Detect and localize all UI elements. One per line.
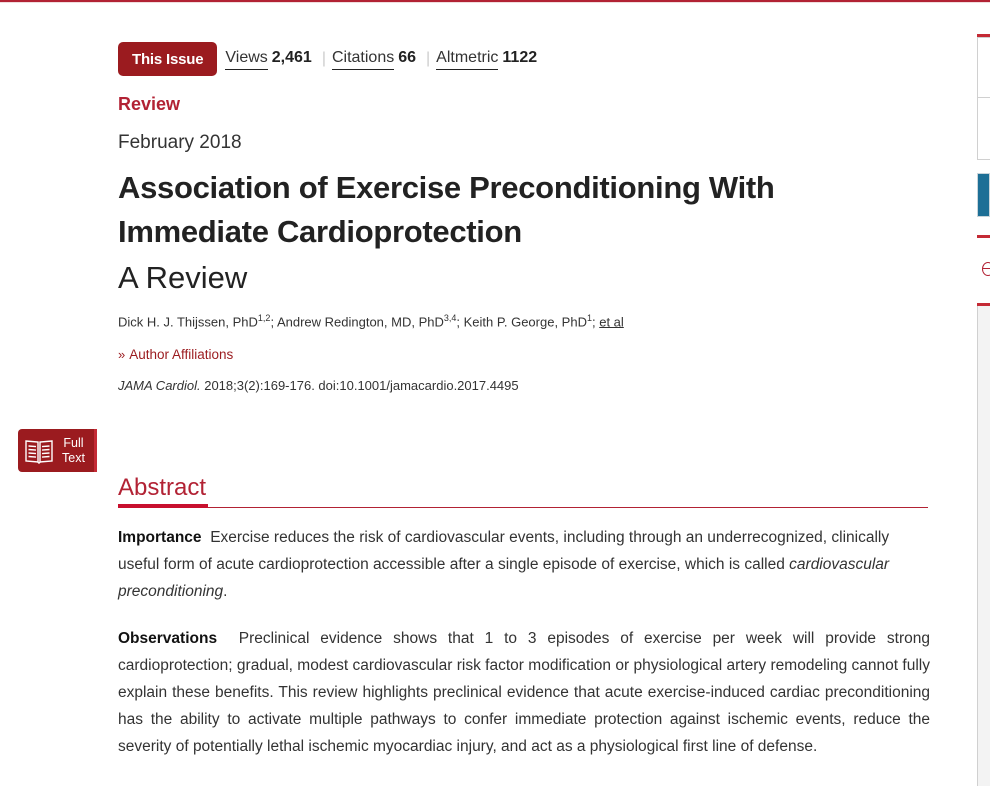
author-affiliation-sup: 1,2 xyxy=(257,313,271,323)
rail-blue-button[interactable] xyxy=(977,173,990,217)
citation-details: 2018;3(2):169-176. doi:10.1001/jamacardio.2017.4495 xyxy=(200,378,519,393)
citations-link[interactable]: Citations xyxy=(332,49,394,70)
this-issue-button[interactable]: This Issue xyxy=(118,42,217,76)
abstract-observations xyxy=(118,625,930,760)
author-name[interactable]: Dick H. J. Thijssen, PhD xyxy=(118,314,258,330)
rail-panel[interactable] xyxy=(977,37,990,97)
metric-separator: | xyxy=(321,50,326,67)
views-metric xyxy=(225,49,311,70)
importance-italic-term: cardiovascular preconditioning xyxy=(118,556,890,600)
importance-label: Importance xyxy=(118,529,202,546)
importance-text: Exercise reduces the risk of cardiovascular events, including through an underrecognized, clinically useful form of acute cardioprotection accessible after a single episode of exercise, which is called xyxy=(118,529,890,573)
abstract-importance xyxy=(118,524,930,605)
author-affiliations-label: Author Affiliations xyxy=(129,347,234,362)
author-affiliations-toggle[interactable] xyxy=(118,347,233,362)
citations-metric xyxy=(332,49,416,70)
rail-panel xyxy=(977,306,990,786)
rail-panel[interactable] xyxy=(977,97,990,160)
top-accent-shadow xyxy=(0,2,990,3)
full-text-button[interactable] xyxy=(18,429,97,472)
author-affiliation-sup: 1 xyxy=(586,313,592,323)
altmetric-score: 1122 xyxy=(502,48,538,66)
views-count: 2,461 xyxy=(271,48,312,66)
observations-text: Preclinical evidence shows that 1 to 3 episodes of exercise per week will provide strong cardioprotection; gradual, modest cardiovascular risk factor modification or physiological artery remodeling cannot fully explain these benefits. This review highlights preclinical evidence that acute exercise-induced cardiac preconditioning has the ability to activate multiple pathways to confer immediate protection against ischemic events, reduce the severity of potentially lethal ischemic myocardiac injury, and act as a physiological first line of defense. xyxy=(118,630,930,755)
full-text-line2: Text xyxy=(62,450,85,465)
open-book-icon xyxy=(24,437,54,465)
article-title: Association of Exercise Preconditioning With Immediate Cardioprotection xyxy=(118,170,775,249)
et-al-link[interactable]: et al xyxy=(599,314,624,330)
altmetric-metric xyxy=(436,49,537,70)
importance-end: . xyxy=(223,583,228,600)
double-chevron-right-icon: » xyxy=(118,347,126,362)
author-separator: ; xyxy=(591,314,600,330)
altmetric-link[interactable]: Altmetric xyxy=(436,49,498,70)
right-sidebar-rail xyxy=(977,0,990,786)
citation-line xyxy=(118,378,519,393)
journal-name: JAMA Cardiol. xyxy=(118,378,201,393)
author-name[interactable]: Andrew Redington, MD, PhD xyxy=(276,314,444,330)
author-affiliation-sup: 3,4 xyxy=(443,313,457,323)
article-subtitle: A Review xyxy=(118,260,248,295)
article-metrics-row xyxy=(118,42,537,76)
author-list xyxy=(118,313,624,329)
abstract-heading: Abstract xyxy=(118,474,207,501)
article-type-label: Review xyxy=(118,94,181,114)
views-link[interactable]: Views xyxy=(225,49,267,70)
author-separator: ; xyxy=(456,314,464,330)
full-text-line1: Full xyxy=(63,435,84,450)
author-name[interactable]: Keith P. George, PhD xyxy=(463,314,587,330)
author-separator: ; xyxy=(270,314,277,330)
observations-label: Observations xyxy=(118,630,218,647)
publication-date: February 2018 xyxy=(118,132,242,153)
rail-globe-icon[interactable] xyxy=(982,262,990,276)
metric-separator: | xyxy=(426,50,431,67)
abstract-heading-underline xyxy=(118,504,208,508)
rail-accent xyxy=(977,235,990,238)
citations-count: 66 xyxy=(398,48,417,66)
abstract-divider xyxy=(118,507,928,508)
full-text-label xyxy=(62,436,85,466)
